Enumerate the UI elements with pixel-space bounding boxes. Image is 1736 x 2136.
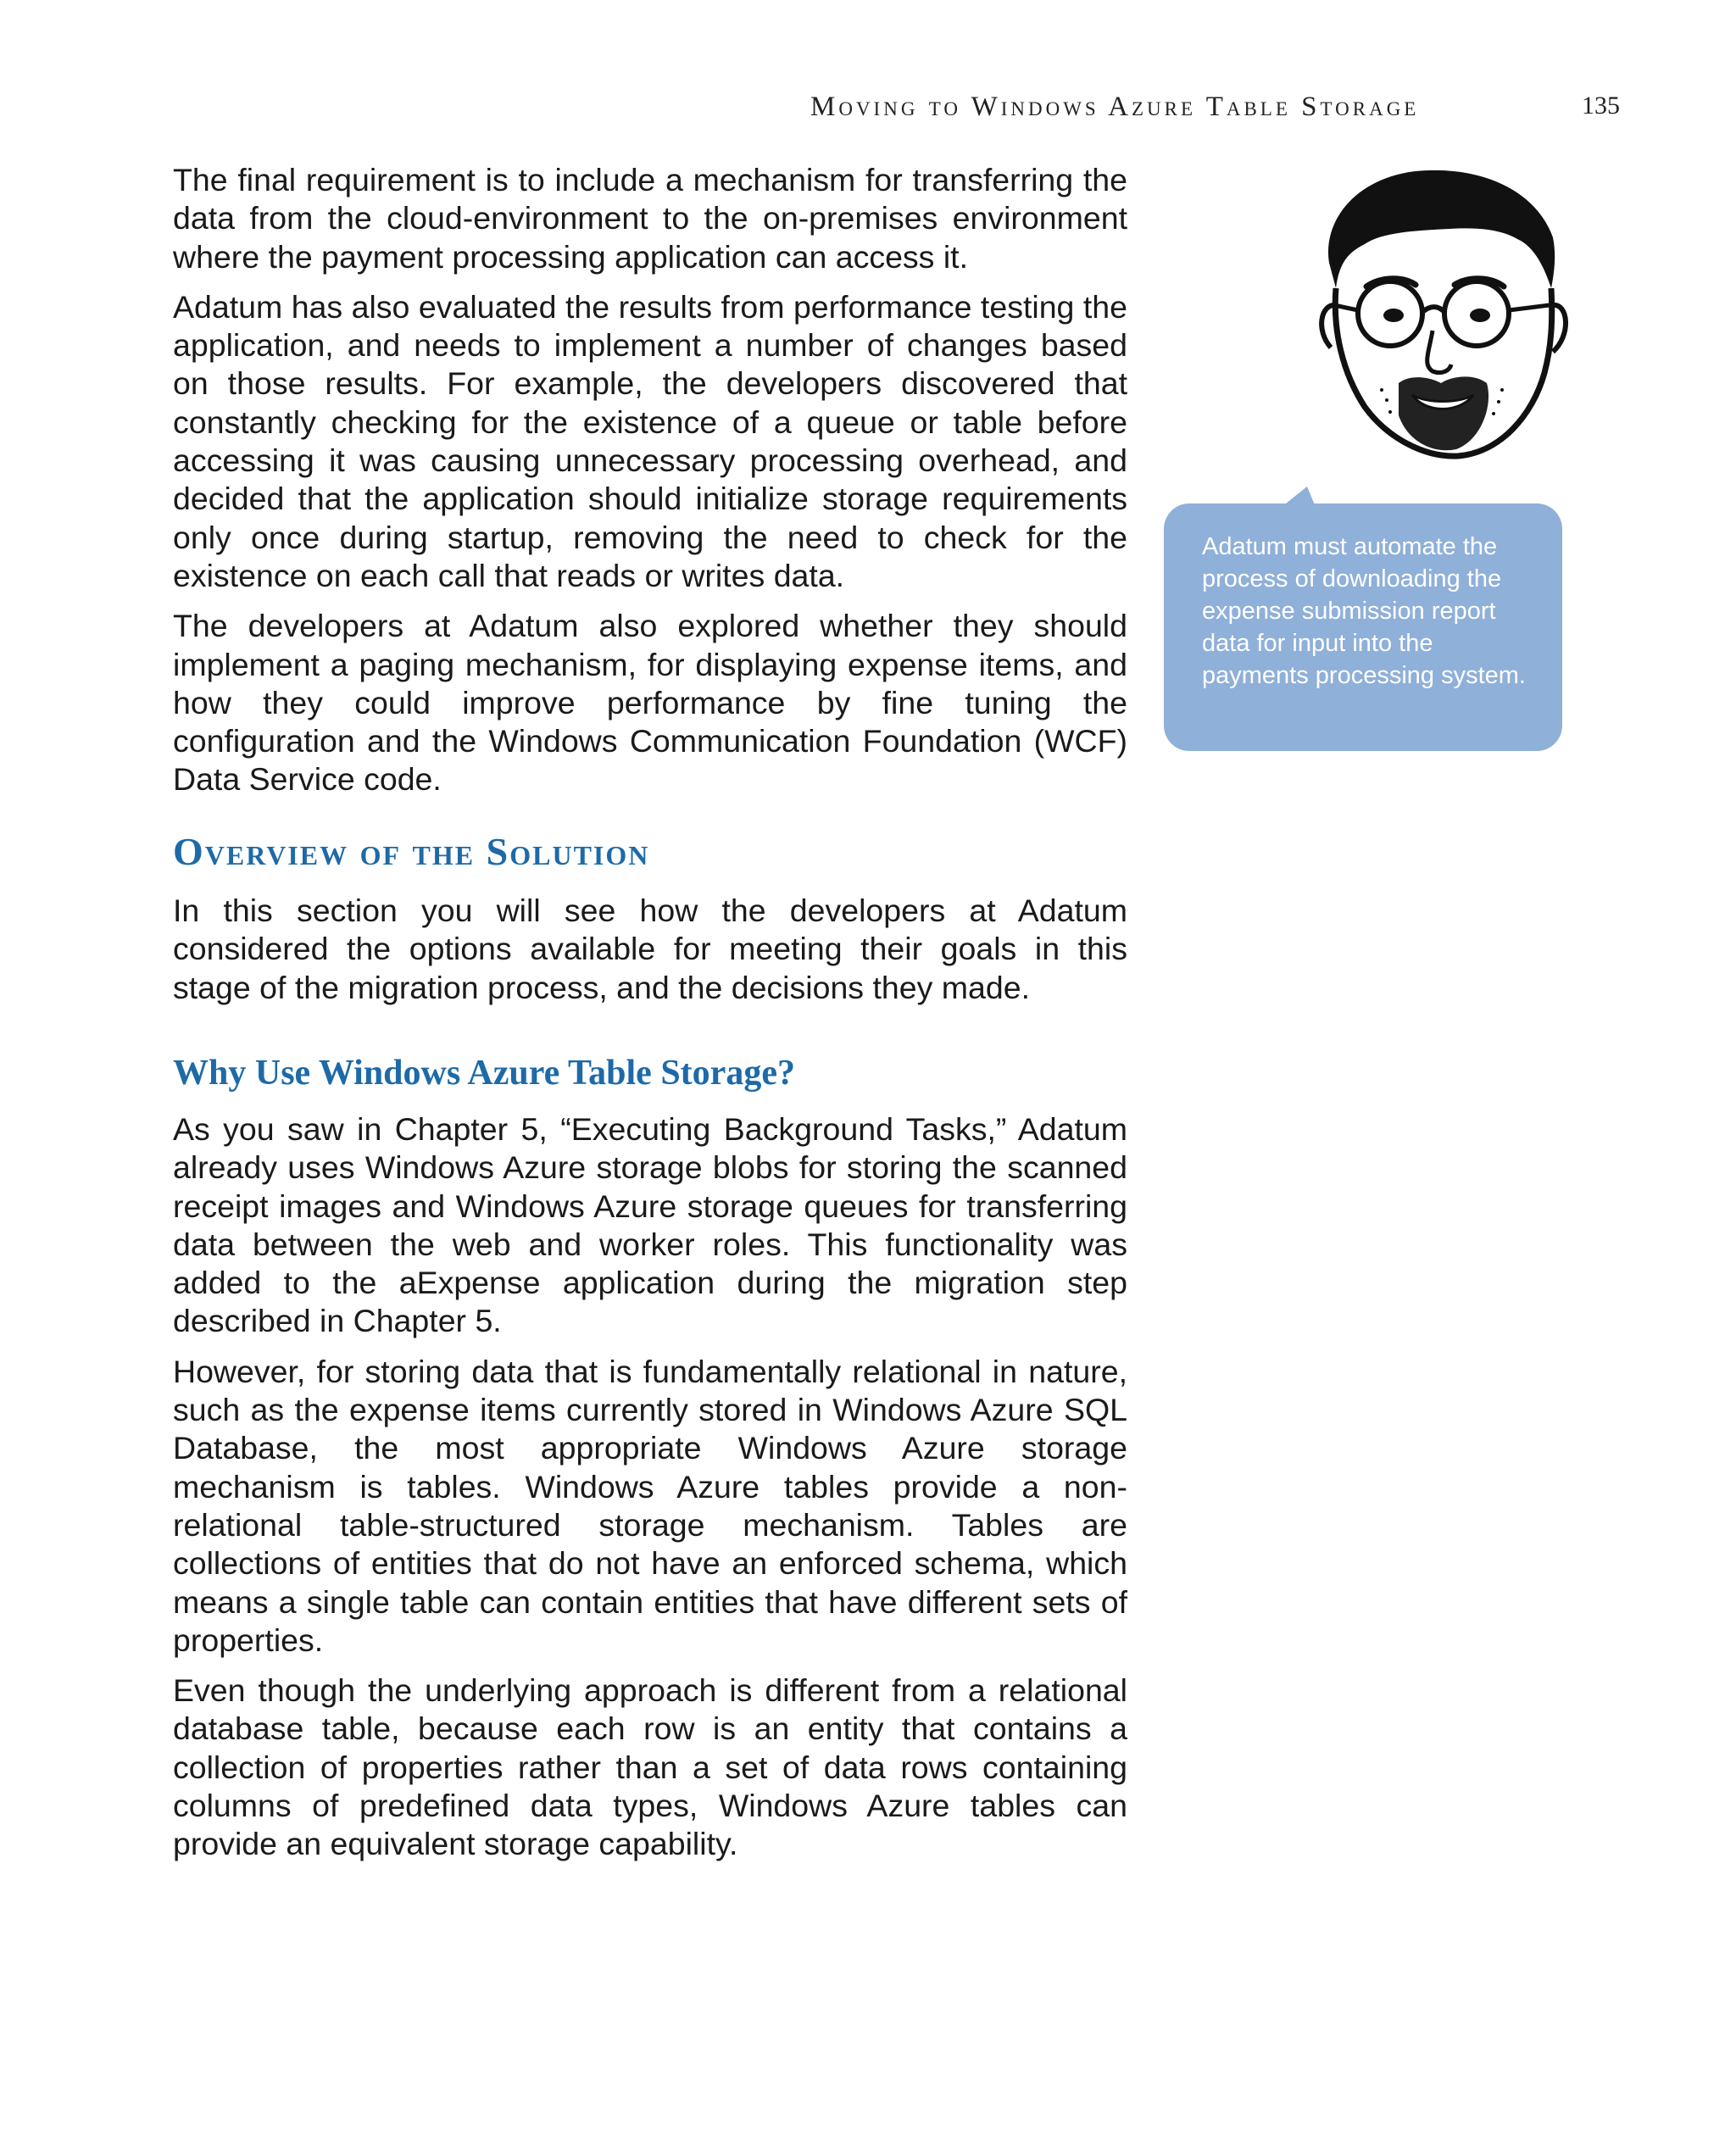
section-heading: Overview of the Solution bbox=[173, 830, 650, 873]
intro-paragraph: The final requirement is to include a mechanism for transferring the data from the cloud-environment to the on-premises environment where the payment processing application can access it. bbox=[173, 162, 1127, 275]
running-head: Moving to Windows Azure Table Storage bbox=[810, 92, 1420, 122]
sidebar-callout bbox=[1164, 503, 1562, 751]
why-paragraph: However, for storing data that is fundamentally relational in nature, such as the expense items currently stored in Windows Azure SQL Database, the most appropriate Windows Azure storage mechanism is tables. Windows Azure tables provide a non-relational table-structured storage mechanism. Tables are collections of entities that do not have an enforced schema, which means a single table can contain entities that have different sets of properties. bbox=[173, 1353, 1127, 1658]
intro-paragraph: The developers at Adatum also explored whether they should implement a paging mechanism, for displaying expense items, and how they could improve performance by fine tuning the configuration and the Windows Communication Foundation (WCF) Data Service code. bbox=[173, 608, 1127, 798]
why-text bbox=[173, 1110, 1127, 1876]
why-paragraph: Even though the underlying approach is different from a relational database table, because each row is an entity that contains a collection of properties rather than a set of data rows containing columns of predefined data types, Windows Azure tables can provide an equivalent storage capability. bbox=[173, 1672, 1127, 1862]
intro-text bbox=[173, 161, 1127, 811]
why-paragraph: As you saw in Chapter 5, “Executing Background Tasks,” Adatum already uses Windows Azure storage blobs for storing the scanned receipt images and Windows Azure storage queues for transferring data between the web and worker roles. This functionality was added to the aExpense application during the migration step described in Chapter 5. bbox=[173, 1111, 1127, 1339]
subsection-heading: Why Use Windows Azure Table Storage? bbox=[173, 1054, 795, 1093]
intro-paragraph: Adatum has also evaluated the results from performance testing the application, and needs to implement a number of changes based on those results. For example, the developers discovered that constantly checking for the existence of a queue or table before accessing it was causing unnecessary processing overhead, and decided that the application should initialize storage requirements only once during startup, removing the need to check for the existence on each call that reads or writes data. bbox=[173, 288, 1127, 593]
page-number: 135 bbox=[1582, 92, 1620, 120]
overview-paragraph: In this section you will see how the developers at Adatum considered the options available for meeting their goals in this stage of the migration process, and the decisions they made. bbox=[173, 893, 1127, 1005]
hair bbox=[1328, 170, 1555, 288]
callout-text: Adatum must automate the process of downloading the expense submission report data for input into the payments processing system. bbox=[1202, 533, 1526, 689]
developer-portrait-illustration bbox=[1305, 161, 1577, 483]
overview-text bbox=[173, 892, 1127, 1007]
